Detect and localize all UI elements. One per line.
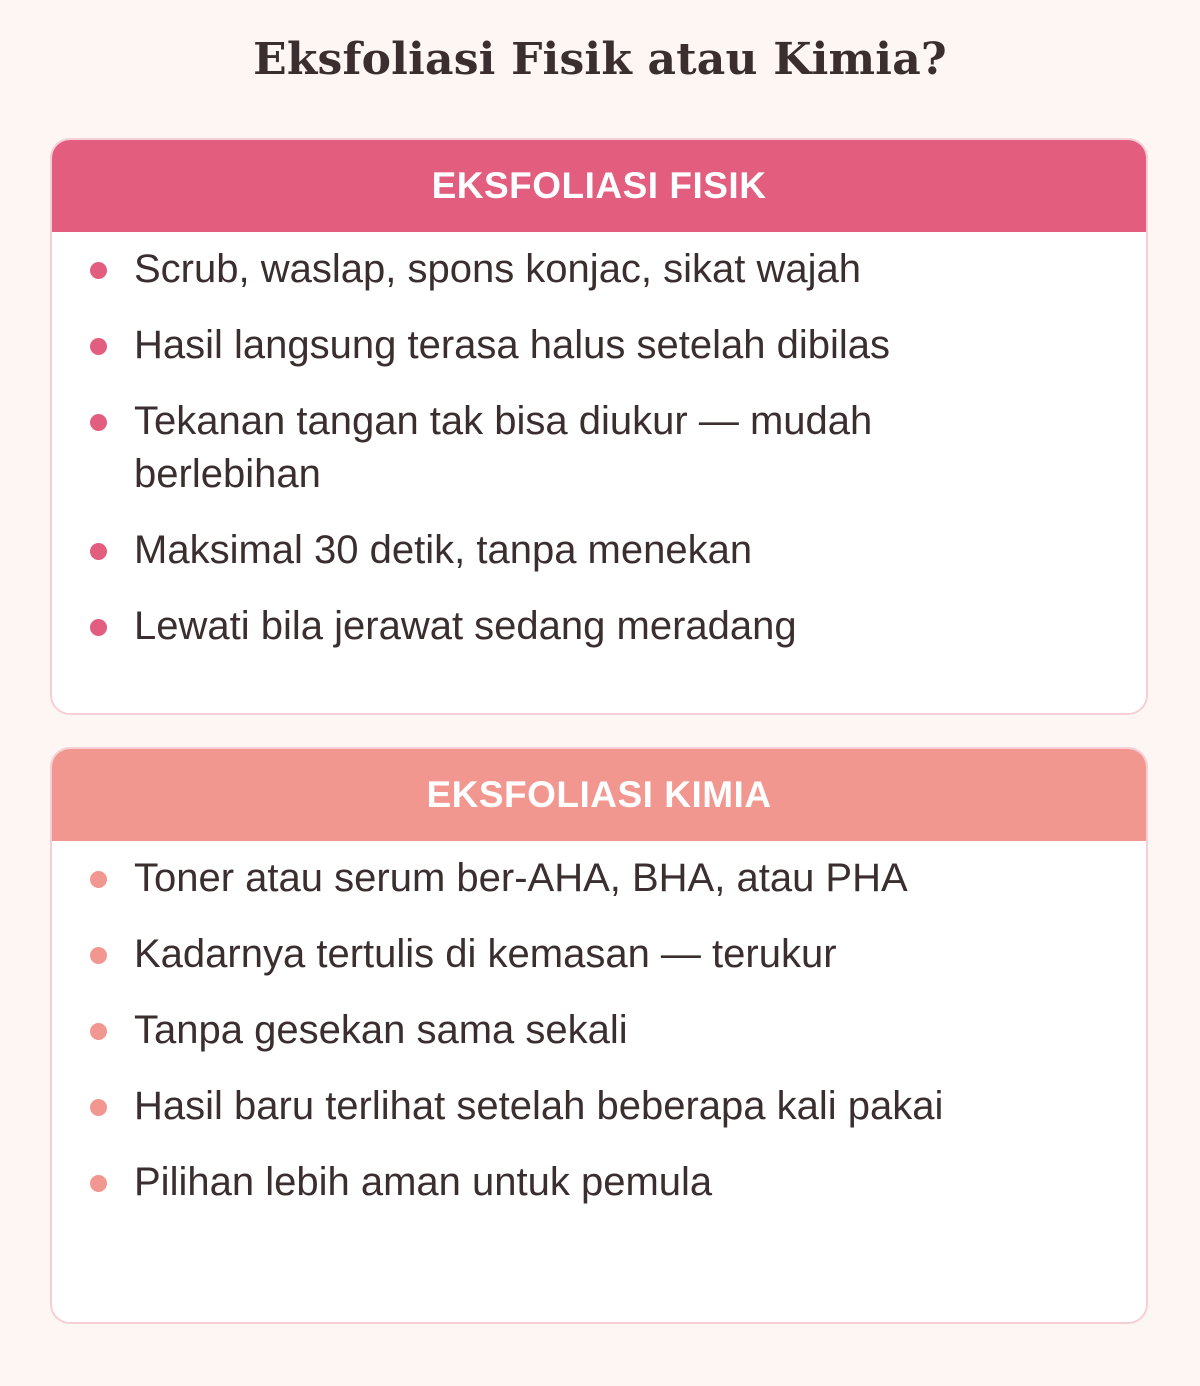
list-item-text: Hasil langsung terasa halus setelah dibilas <box>134 323 891 367</box>
list-item <box>52 1080 1146 1133</box>
bullet-dot-icon <box>90 871 107 888</box>
list-item <box>52 928 1146 981</box>
list-item <box>52 1004 1146 1057</box>
list-item-text: Tekanan tangan tak bisa diukur — mudah berlebihan <box>134 399 873 496</box>
chemical-exfoliation-list <box>52 841 1146 1209</box>
list-item-text: Maksimal 30 detik, tanpa menekan <box>134 528 753 572</box>
physical-exfoliation-list <box>52 232 1146 653</box>
bullet-dot-icon <box>90 338 107 355</box>
bullet-dot-icon <box>90 543 107 560</box>
list-item <box>52 319 1146 372</box>
list-item <box>52 395 1146 501</box>
bullet-dot-icon <box>90 414 107 431</box>
list-item <box>52 1156 1146 1209</box>
list-item-text: Scrub, waslap, spons konjac, sikat wajah <box>134 247 862 291</box>
list-item-text: Toner atau serum ber-AHA, BHA, atau PHA <box>134 856 908 900</box>
list-item <box>52 243 1146 296</box>
bullet-dot-icon <box>90 1023 107 1040</box>
list-item-text: Hasil baru terlihat setelah beberapa kali pakai <box>134 1084 944 1128</box>
list-item <box>52 524 1146 577</box>
physical-exfoliation-card <box>50 138 1148 715</box>
bullet-dot-icon <box>90 1099 107 1116</box>
list-item <box>52 852 1146 905</box>
physical-exfoliation-heading: EKSFOLIASI FISIK <box>52 140 1146 232</box>
list-item-text: Lewati bila jerawat sedang meradang <box>134 604 797 648</box>
bullet-dot-icon <box>90 619 107 636</box>
bullet-dot-icon <box>90 1175 107 1192</box>
chemical-exfoliation-heading: EKSFOLIASI KIMIA <box>52 749 1146 841</box>
list-item-text: Pilihan lebih aman untuk pemula <box>134 1160 713 1204</box>
page-title: Eksfoliasi Fisik atau Kimia? <box>253 34 947 85</box>
bullet-dot-icon <box>90 262 107 279</box>
chemical-exfoliation-card <box>50 747 1148 1324</box>
list-item-text: Kadarnya tertulis di kemasan — terukur <box>134 932 837 976</box>
list-item <box>52 600 1146 653</box>
bullet-dot-icon <box>90 947 107 964</box>
list-item-text: Tanpa gesekan sama sekali <box>134 1008 628 1052</box>
